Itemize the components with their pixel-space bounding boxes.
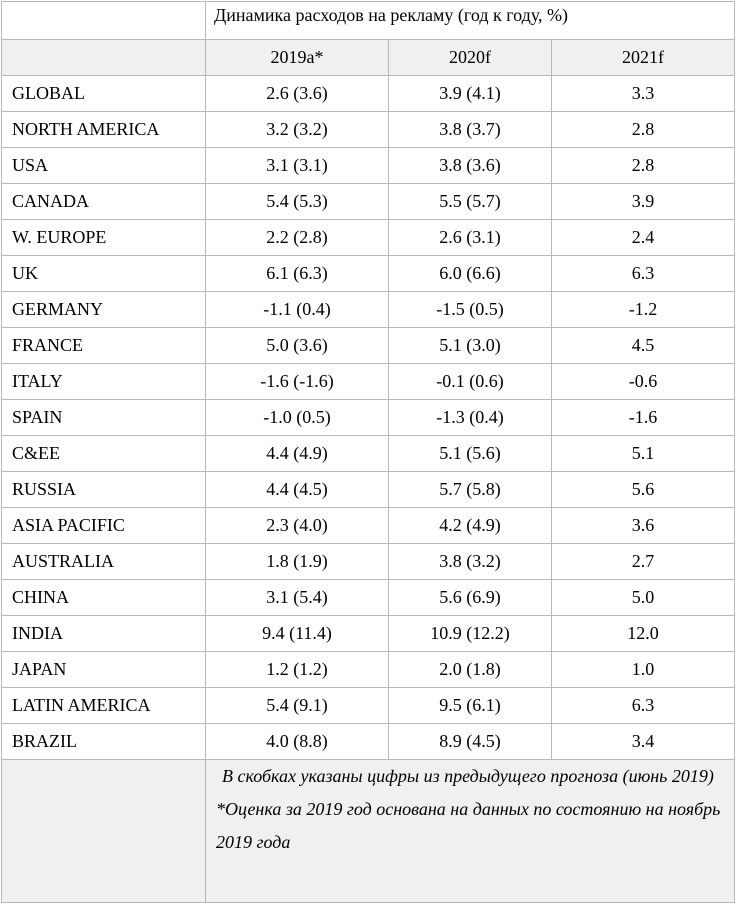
table-row [2,688,735,724]
table-row [2,544,735,580]
table-row [2,292,735,328]
value-2020-cell: 5.1 (5.6) [389,436,552,472]
column-header-2021: 2021f [552,40,735,76]
value-2021-cell: 6.3 [552,688,735,724]
value-2019-cell: 5.4 (5.3) [206,184,389,220]
value-2021-cell: 6.3 [552,256,735,292]
value-2020-cell: -0.1 (0.6) [389,364,552,400]
region-cell: UK [2,256,206,292]
header-row [2,40,735,76]
region-cell: JAPAN [2,652,206,688]
value-2021-cell: 2.8 [552,112,735,148]
region-cell: ITALY [2,364,206,400]
table-row [2,364,735,400]
region-cell: GLOBAL [2,76,206,112]
value-2021-cell: -1.6 [552,400,735,436]
value-2020-cell: 3.8 (3.6) [389,148,552,184]
value-2019-cell: 3.1 (3.1) [206,148,389,184]
region-cell: FRANCE [2,328,206,364]
value-2019-cell: -1.6 (-1.6) [206,364,389,400]
value-2019-cell: 4.4 (4.9) [206,436,389,472]
value-2020-cell: 5.5 (5.7) [389,184,552,220]
table-row [2,472,735,508]
region-cell: INDIA [2,616,206,652]
value-2021-cell: 5.6 [552,472,735,508]
table-row [2,724,735,760]
note-2019-estimate: *Оценка за 2019 год основана на данных по состоянию на ноябрь 2019 года [216,799,721,852]
value-2019-cell: 1.8 (1.9) [206,544,389,580]
value-2021-cell: 3.6 [552,508,735,544]
table-row [2,508,735,544]
table-row [2,652,735,688]
table-row [2,328,735,364]
value-2021-cell: 12.0 [552,616,735,652]
value-2021-cell: 2.7 [552,544,735,580]
value-2019-cell: -1.1 (0.4) [206,292,389,328]
value-2020-cell: 3.8 (3.2) [389,544,552,580]
region-cell: USA [2,148,206,184]
value-2021-cell: 4.5 [552,328,735,364]
value-2021-cell: 1.0 [552,652,735,688]
value-2019-cell: 2.2 (2.8) [206,220,389,256]
value-2020-cell: 3.9 (4.1) [389,76,552,112]
value-2019-cell: -1.0 (0.5) [206,400,389,436]
table-row [2,112,735,148]
table-row [2,436,735,472]
value-2019-cell: 1.2 (1.2) [206,652,389,688]
value-2021-cell: -1.2 [552,292,735,328]
table-row [2,184,735,220]
region-cell: AUSTRALIA [2,544,206,580]
region-cell: C&EE [2,436,206,472]
table-row [2,220,735,256]
notes-cell [206,760,735,903]
value-2020-cell: -1.3 (0.4) [389,400,552,436]
value-2021-cell: 3.4 [552,724,735,760]
value-2020-cell: 5.6 (6.9) [389,580,552,616]
title-row [2,2,735,40]
table-row [2,256,735,292]
table-title: Динамика расходов на рекламу (год к году, %) [206,2,735,40]
value-2021-cell: 3.3 [552,76,735,112]
notes-row [2,760,735,903]
value-2019-cell: 6.1 (6.3) [206,256,389,292]
table-row [2,400,735,436]
value-2019-cell: 9.4 (11.4) [206,616,389,652]
value-2020-cell: 10.9 (12.2) [389,616,552,652]
notes-corner-cell [2,760,206,903]
table-row [2,616,735,652]
region-cell: SPAIN [2,400,206,436]
value-2019-cell: 3.1 (5.4) [206,580,389,616]
title-corner-cell [2,2,206,40]
value-2019-cell: 3.2 (3.2) [206,112,389,148]
value-2021-cell: 3.9 [552,184,735,220]
region-cell: CHINA [2,580,206,616]
value-2021-cell: -0.6 [552,364,735,400]
table-row [2,76,735,112]
value-2021-cell: 2.4 [552,220,735,256]
value-2020-cell: 9.5 (6.1) [389,688,552,724]
region-cell: RUSSIA [2,472,206,508]
region-cell: NORTH AMERICA [2,112,206,148]
note-previous-forecast: В скобках указаны цифры из предыдущего прогноза (июнь 2019) [222,766,714,786]
region-cell: GERMANY [2,292,206,328]
region-cell: LATIN AMERICA [2,688,206,724]
value-2020-cell: 2.6 (3.1) [389,220,552,256]
table-row [2,148,735,184]
column-header-2019: 2019a* [206,40,389,76]
value-2021-cell: 2.8 [552,148,735,184]
column-header-2020: 2020f [389,40,552,76]
value-2020-cell: 8.9 (4.5) [389,724,552,760]
value-2020-cell: -1.5 (0.5) [389,292,552,328]
header-corner-cell [2,40,206,76]
value-2020-cell: 6.0 (6.6) [389,256,552,292]
region-cell: CANADA [2,184,206,220]
table-row [2,580,735,616]
value-2020-cell: 2.0 (1.8) [389,652,552,688]
value-2019-cell: 2.6 (3.6) [206,76,389,112]
value-2019-cell: 5.4 (9.1) [206,688,389,724]
value-2021-cell: 5.0 [552,580,735,616]
value-2019-cell: 4.0 (8.8) [206,724,389,760]
value-2021-cell: 5.1 [552,436,735,472]
region-cell: W. EUROPE [2,220,206,256]
value-2020-cell: 3.8 (3.7) [389,112,552,148]
value-2019-cell: 5.0 (3.6) [206,328,389,364]
value-2020-cell: 4.2 (4.9) [389,508,552,544]
value-2019-cell: 2.3 (4.0) [206,508,389,544]
value-2020-cell: 5.7 (5.8) [389,472,552,508]
ad-spend-table [1,1,735,903]
value-2019-cell: 4.4 (4.5) [206,472,389,508]
region-cell: ASIA PACIFIC [2,508,206,544]
value-2020-cell: 5.1 (3.0) [389,328,552,364]
region-cell: BRAZIL [2,724,206,760]
